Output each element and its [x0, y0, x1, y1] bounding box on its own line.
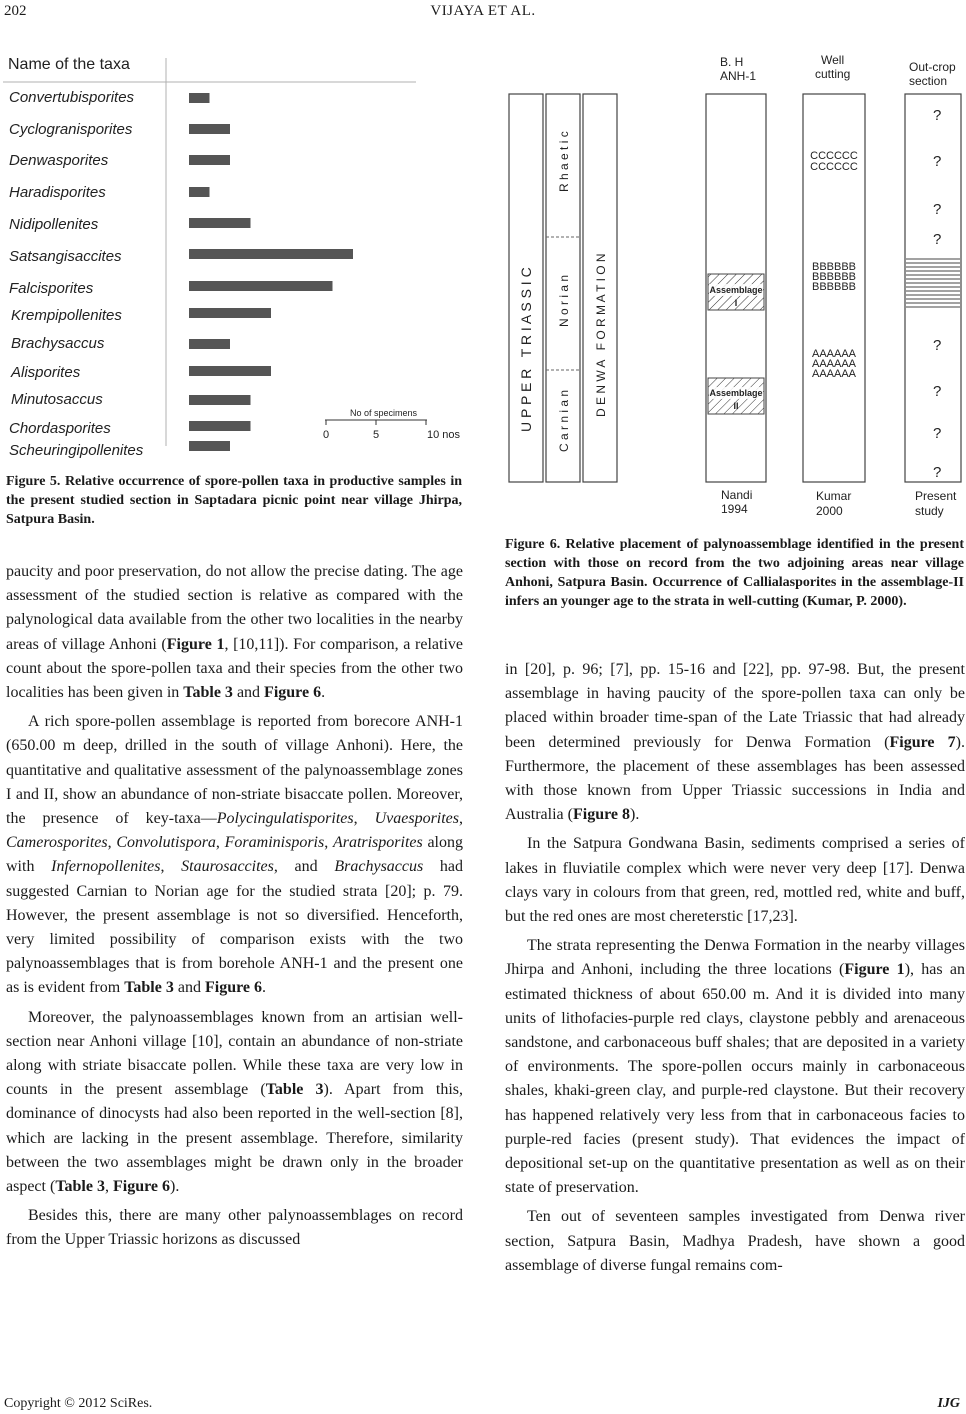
taxon-label: Krempipollenites — [11, 307, 122, 324]
head-outcrop-line1: Out-crop — [909, 60, 956, 74]
taxon-label: Brachysaccus — [11, 335, 105, 352]
taxon-bar — [189, 218, 251, 228]
scale-tick-label-5: 5 — [373, 429, 380, 441]
taxon-bar — [189, 441, 230, 451]
taxon-bar — [189, 281, 333, 291]
assemblage-2-number: II — [733, 401, 739, 411]
outcrop-q-5: ? — [933, 337, 942, 354]
taxon-label: Chordasporites — [9, 420, 111, 437]
taxon-label: Nidipollenites — [9, 216, 99, 233]
scale-title: No of specimens — [350, 408, 418, 418]
footer-copyright: Copyright © 2012 SciRes. — [4, 1396, 153, 1411]
taxon-bar — [189, 124, 230, 134]
taxon-label: Cyclogranisporites — [9, 121, 133, 138]
outcrop-q-6: ? — [933, 383, 942, 400]
taxon-label: Alisporites — [11, 364, 81, 381]
scale-tick-label-10: 10 nos — [427, 429, 461, 441]
upper-triassic-label: U P P E R T R I A S S I C — [518, 267, 534, 432]
present-study-bed — [906, 259, 960, 307]
carnian-label: C a r n i a n — [557, 389, 571, 452]
head-bh-line2: ANH-1 — [720, 69, 757, 83]
zone-b-row-2: BBBBBB — [811, 271, 857, 283]
norian-label: N o r i a n — [557, 274, 571, 327]
outcrop-q-3: ? — [933, 201, 942, 218]
taxon-label: Denwasporites — [9, 152, 109, 169]
assemblage-2-label: Assemblage — [709, 388, 763, 398]
paragraph: Ten out of seventeen samples investigated from Denwa river section, Satpura Basin, Madhya Pradesh, have shown a good assemblage of diverse fungal remains com- — [505, 1208, 965, 1274]
foot-present: Present — [915, 489, 957, 503]
zone-b-row-1: BBBBBB — [811, 261, 857, 273]
taxon-label: Satsangisaccites — [9, 248, 122, 265]
footer-journal: IJG — [937, 1396, 960, 1411]
paragraph: The strata representing the Denwa Formation in the nearby villages Jhirpa and Anhoni, including the three locations (Figure 1), has an estimated thickness of about 650.00 m. And it is divided into many units of lithofacies-purple red clays, claystone pebbly and arenaceous sandstone, and carbonaceous buff shales; that are deposited in a variety of environments. The spore-pollen occurs mainly in carbonaceous shales, khaki-green clay, and purple-red claystone. But their recovery has happened relatively very less from that in carbonaceous facies to purple-red facies (present study). That evidences the impact of depositional set-up on the quantitative presentation as well as on their state of preservation. — [505, 937, 966, 1197]
taxon-bar — [189, 339, 230, 349]
taxon-bar — [189, 93, 210, 103]
taxa-column-heading: Name of the taxa — [8, 56, 130, 73]
taxon-label: Minutosaccus — [11, 391, 103, 408]
denwa-formation-label: D E N W A F O R M A T I O N — [594, 253, 608, 417]
paragraph: In the Satpura Gondwana Basin, sediments comprised a series of lakes in fluviatile complex which were never very deep [17]. Denwa clays vary in colours from that green, red, mottled red, white and buff, but the red ones are most chereterstic [17,23]. — [505, 835, 965, 926]
figure-6-correlation-diagram — [483, 52, 966, 530]
outcrop-q-4: ? — [933, 231, 942, 248]
zone-a-row-2: AAAAAA — [811, 358, 857, 370]
outcrop-q-2: ? — [933, 153, 942, 170]
head-bh-line1: B. H — [720, 55, 744, 69]
outcrop-q-7: ? — [933, 425, 942, 442]
left-text-column — [6, 560, 463, 1258]
taxon-bar — [189, 366, 271, 376]
zone-a-row-1: AAAAAA — [811, 348, 857, 360]
outcrop-q-8: ? — [933, 464, 942, 481]
figure-5-caption: Figure 5. Relative occurrence of spore-pollen taxa in productive samples in the present studied section in Saptadara picnic point near village Jhirpa, Satpura Basin. — [6, 474, 462, 527]
zone-a-row-3: AAAAAA — [811, 368, 857, 380]
head-well-line2: cutting — [815, 67, 851, 81]
taxon-label: Falcisporites — [9, 280, 94, 297]
foot-kumar-year: 2000 — [816, 504, 843, 518]
zone-c-row-2: CCCCCC — [810, 161, 858, 173]
figure-6-caption: Figure 6. Relative placement of palynoassemblage identified in the present section with those on record from the two adjoining areas near village Anhoni, Satpura Basin. Occurrence of Callialasporites in the assemblage-II infers an younger age to the strata in well-cutting (Kumar, P. 2000). — [505, 537, 964, 609]
head-outcrop-line2: section — [909, 74, 948, 88]
assemblage-1-number: I — [734, 298, 738, 308]
running-title: VIJAYA ET AL. — [430, 3, 536, 19]
outcrop-q-1: ? — [933, 107, 942, 124]
paragraph: paucity and poor preservation, do not allow the precise dating. The age assessment of the studied section is relative as compared with the palynological data available from the other two localities in the nearby areas of village Anhoni (Figure 1, [10,11]). For comparison, a relative count about the spore-pollen taxa and their species from the other two localities has been given in Table 3 and Figure 6. — [6, 563, 464, 702]
zone-b-row-3: BBBBBB — [811, 281, 857, 293]
taxon-bar — [189, 308, 271, 318]
foot-kumar: Kumar — [816, 489, 852, 503]
scale-tick-label-0: 0 — [323, 429, 330, 441]
taxon-bar — [189, 155, 230, 165]
right-text-column — [505, 658, 965, 1283]
paragraph: Besides this, there are many other palynoassemblages on record from the Upper Triassic horizons as discussed — [6, 1207, 463, 1249]
rhaetic-label: R h a e t i c — [557, 131, 571, 192]
head-well-line1: Well — [821, 53, 845, 67]
assemblage-1-label: Assemblage — [709, 285, 763, 295]
paragraph: in [20], p. 96; [7], pp. 15-16 and [22], pp. 97-98. But, the present assemblage in having paucity of the spore-pollen taxa can only be placed within broader time-span of the Late Triassic that had already been determined previously for Denwa Formation (Figure 7). Furthermore, the placement of these assemblages has been assessed with those known from Upper Triassic successions in India and Australia (Figure 8). — [505, 661, 965, 824]
taxon-label: Scheuringipollenites — [9, 442, 144, 459]
taxon-bar — [189, 421, 251, 431]
paragraph: A rich spore-pollen assemblage is reported from borecore ANH-1 (650.00 m deep, drilled in the south of village Anhoni). Here, the quantitative and qualitative assessment of the palynoassemblage zones I and II, show an abundance of non-striate bisaccate pollen. Moreover, the presence of key-taxa—Polycingulatisporites, Uvaesporites, Camerosporites, Convolutispora, Foraminisporis, Aratrisporites along with Infernopollenites, Staurosaccites, and Brachysaccus had suggested Carnian to Norian age for the studied strata [20]; p. 79. However, the present assemblage is not so diversified. Henceforth, very limited possibility of comparison exists with the two palynoassemblages that is from borehole ANH-1 and the present one as is evident from Table 3 and Figure 6. — [6, 713, 464, 997]
zone-c-row-1: CCCCCC — [810, 150, 858, 162]
page-number: 202 — [4, 3, 27, 19]
taxon-bar — [189, 187, 210, 197]
taxon-bar — [189, 395, 251, 405]
figure-5-bar-chart — [0, 48, 470, 468]
paragraph: Moreover, the palynoassemblages known from an artisian well-section near Anhoni village [10], contain an abundance of non-striate along with striate bisaccate pollen. While these taxa are very low in counts in the present assemblage (Table 3). Apart from this, dominance of dinocysts had also been reported in the well-section [8], which are lacking in the present assemblage. Therefore, similarity between the two assemblages might be drawn only in the broader aspect (Table 3, Figure 6). — [6, 1008, 464, 1196]
foot-nandi-year: 1994 — [721, 502, 748, 516]
foot-present-study: study — [915, 504, 944, 518]
taxon-label: Convertubisporites — [9, 89, 135, 106]
foot-nandi: Nandi — [721, 488, 753, 502]
taxon-bar — [189, 249, 353, 259]
taxon-label: Haradisporites — [9, 184, 106, 201]
